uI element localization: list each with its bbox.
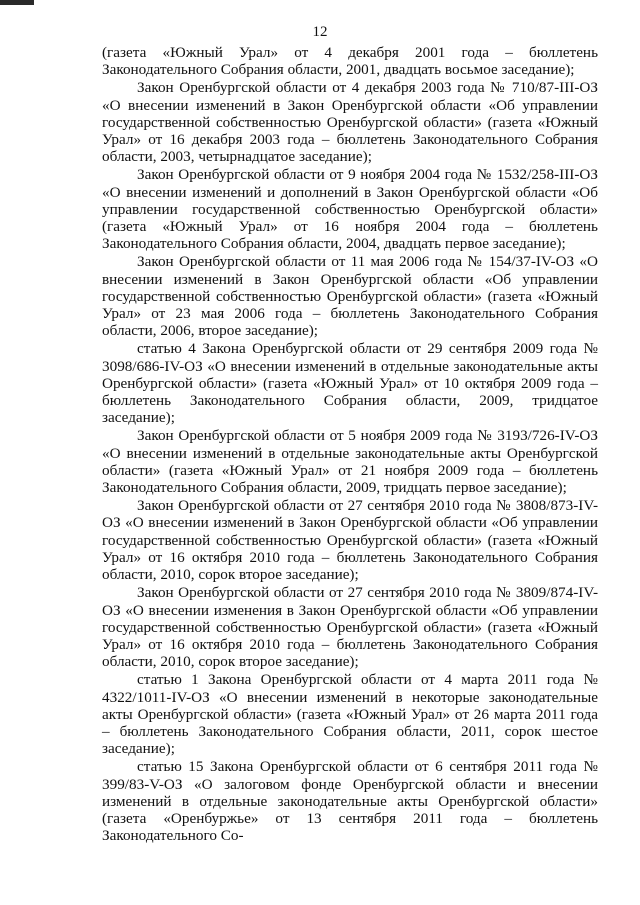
scan-corner-mark <box>0 0 34 5</box>
paragraph: статью 1 Закона Оренбургской области от 4 марта 2011 года № 4322/1011-IV-ОЗ «О внесении изменений в некоторые законодательные акты Оренбургской области» (газета «Южный Урал» от 26 марта 2011 года – бюллетень Законодательного Собрания области, 2011, сорок шестое заседание); <box>102 671 598 758</box>
paragraph: Закон Оренбургской области от 5 ноября 2009 года № 3193/726-IV-ОЗ «О внесении изменений в отдельные законодательные акты Оренбургской области» (газета «Южный Урал» от 21 ноября 2009 года – бюллетень Законодательного Собрания области, 2009, тридцать первое заседание); <box>102 427 598 497</box>
paragraph: Закон Оренбургской области от 27 сентября 2010 года № 3808/873-IV-ОЗ «О внесении изменений в Закон Оренбургской области «Об управлении государственной собственностью Оренбургской области» (газета «Южный Урал» от 16 октября 2010 года – бюллетень Законодательного Собрания области, 2010, сорок второе заседание); <box>102 497 598 584</box>
paragraph: Закон Оренбургской области от 11 мая 2006 года № 154/37-IV-ОЗ «О внесении изменений в Закон Оренбургской области «Об управлении государственной собственностью Оренбургской области» (газета «Южный Урал» от 23 мая 2006 года – бюллетень Законодательного Собрания области, 2006, второе заседание); <box>102 253 598 340</box>
paragraph: статью 15 Закона Оренбургской области от 6 сентября 2011 года № 399/83-V-ОЗ «О залоговом фонде Оренбургской области и внесении изменений в отдельные законодательные акты Оренбургской области» (газета «Оренбуржье» от 13 сентября 2011 года – бюллетень Законодательного Со- <box>102 758 598 845</box>
document-body <box>102 44 598 844</box>
paragraph: Закон Оренбургской области от 27 сентября 2010 года № 3809/874-IV-ОЗ «О внесении изменения в Закон Оренбургской области «Об управлении государственной собственностью Оренбургской области» (газета «Южный Урал» от 16 октября 2010 года – бюллетень Законодательного Собрания области, 2010, сорок второе заседание); <box>102 584 598 671</box>
paragraph: статью 4 Закона Оренбургской области от 29 сентября 2009 года № 3098/686-IV-ОЗ «О внесении изменений в отдельные законодательные акты Оренбургской области» (газета «Южный Урал» от 10 октября 2009 года – бюллетень Законодательного Собрания области, 2009, тридцатое заседание); <box>102 340 598 427</box>
paragraph: (газета «Южный Урал» от 4 декабря 2001 года – бюллетень Законодательного Собрания области, 2001, двадцать восьмое заседание); <box>102 44 598 79</box>
page-number: 12 <box>312 24 328 40</box>
paragraph: Закон Оренбургской области от 9 ноября 2004 года № 1532/258-III-ОЗ «О внесении изменений и дополнений в Закон Оренбургской области «Об управлении государственной собственностью Оренбургской области» (газета «Южный Урал» от 16 ноября 2004 года – бюллетень Законодательного Собрания области, 2004, двадцать первое заседание); <box>102 166 598 253</box>
paragraph: Закон Оренбургской области от 4 декабря 2003 года № 710/87-III-ОЗ «О внесении изменений в Закон Оренбургской области «Об управлении государственной собственностью Оренбургской области» (газета «Южный Урал» от 16 декабря 2003 года – бюллетень Законодательного Собрания области, 2003, четырнадцатое заседание); <box>102 79 598 166</box>
